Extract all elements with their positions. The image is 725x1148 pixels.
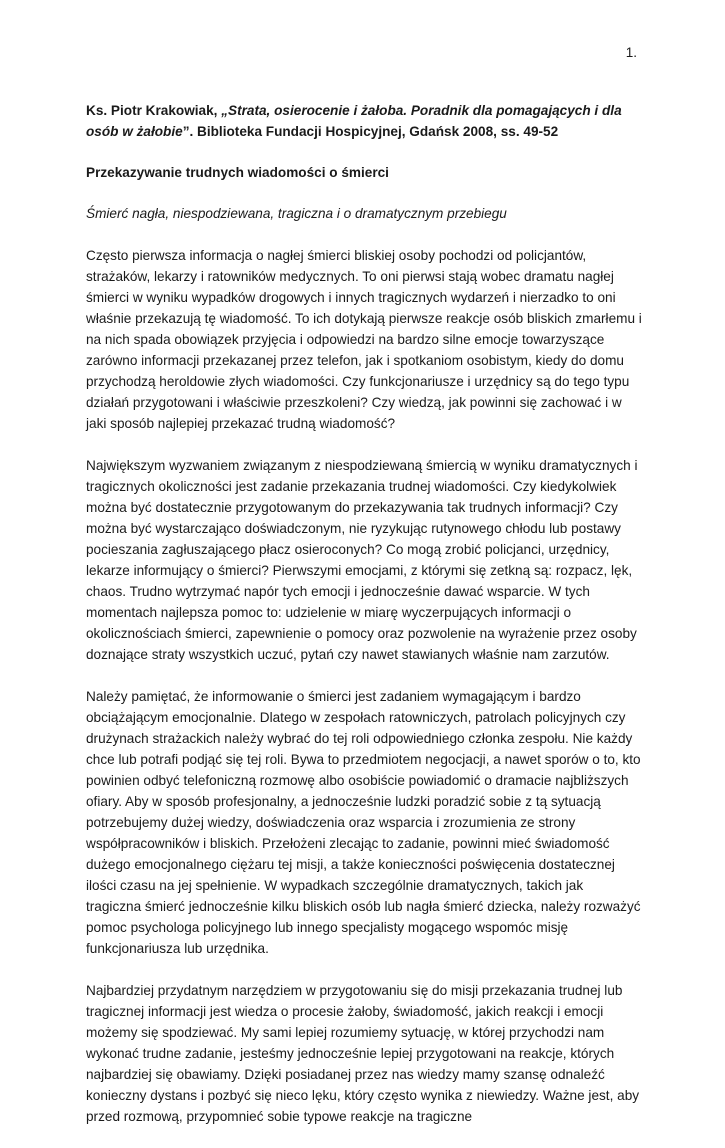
paragraph-3: Należy pamiętać, że informowanie o śmierci jest zadaniem wymagającym i bardzo obciążającym emocjonalnie. Dlatego w zespołach ratowniczych, patrolach policyjnych czy drużynach strażackich należy wybrać do tej roli odpowiedniego członka zespołu. Nie każdy chce lub potrafi podjąć się tej roli. Bywa to przedmiotem negocjacji, a nawet sporów o to, kto powinien odbyć telefoniczną rozmowę albo osobiście powiadomić o dramacie najbliższych ofiary. Aby w sposób profesjonalny, a jednocześnie ludzki poradzić sobie z tą sytuacją potrzebujemy dużej wiedzy, doświadczenia oraz wsparcia i zrozumienia ze strony współpracowników i bliskich. Przełożeni zlecając to zadanie, powinni mieć świadomość dużego emocjonalnego ciężaru tej misji, a także konieczności poświęcenia dostatecznej ilości czasu na jej spełnienie. W wypadkach szczególnie dramatycznych, takich jak tragiczna śmierć jednocześnie kilku bliskich osób lub nagła śmierć dziecka, należy rozważyć pomoc psychologa policyjnego lub innego specjalisty mogącego wspomóc misję funkcjonariusza lub urzędnika.	[86, 689, 641, 956]
paragraph-2: Największym wyzwaniem związanym z niespodziewaną śmiercią w wyniku dramatycznych i tragicznych okoliczności jest zadanie przekazania trudnej wiadomości. Czy kiedykolwiek można być dostatecznie przygotowanym do przekazywania tak trudnych informacji? Czy można być wystarczająco doświadczonym, nie ryzykując rutynowego chłodu lub postawy pocieszania zagłuszającego płacz osieroconych? Co mogą zrobić policjanci, urzędnicy, lekarze informujący o śmierci? Pierwszymi emocjami, z którymi się zetkną są: rozpacz, lęk, chaos. Trudno wytrzymać napór tych emocji i jednocześnie dawać wsparcie. W tych momentach najlepsza pomoc to: udzielenie w miarę wyczerpujących informacji o okolicznościach śmierci, zapewnienie o pomocy oraz pozwolenie na wyrażenie przez osoby doznające straty wszystkich uczuć, pytań czy nawet stawianych właśnie nam zarzutów.	[86, 458, 638, 662]
page-number: 1.	[625, 45, 637, 60]
reference-publication: ”. Biblioteka Fundacji Hospicyjnej, Gdańsk 2008, ss. 49-52	[182, 124, 559, 139]
section-heading: Przekazywanie trudnych wiadomości o śmierci	[86, 165, 389, 180]
reference-author: Ks. Piotr Krakowiak,	[86, 103, 222, 118]
document-body	[86, 100, 642, 1148]
bibliographic-reference	[86, 100, 642, 142]
section-subheading: Śmierć nagła, niespodziewana, tragiczna i o dramatycznym przebiegu	[86, 206, 507, 221]
paragraph-4: Najbardziej przydatnym narzędziem w przygotowaniu się do misji przekazania trudnej lub tragicznej informacji jest wiedza o procesie żałoby, świadomość, jakich reakcji i emocji możemy się spodziewać. My sami lepiej rozumiemy sytuację, w której przychodzi nam wykonać trudne zadanie, jesteśmy jednocześnie lepiej przygotowani na reakcje, których najbardziej się obawiamy. Dzięki posiadanej przez nas wiedzy mamy szansę odnaleźć konieczny dystans i pozbyć się nieco lęku, który często wynika z niewiedzy. Ważne jest, aby przed rozmową, przypomnieć sobie typowe reakcje na tragiczne	[86, 983, 640, 1124]
reference-title: „Strata, osierocenie i żałoba. Poradnik dla pomagających i dla osób w żałobie	[86, 103, 622, 139]
paragraph-1: Często pierwsza informacja o nagłej śmierci bliskiej osoby pochodzi od policjantów, strażaków, lekarzy i ratowników medycznych. To oni pierwsi stają wobec dramatu nagłej śmierci w wyniku wypadków drogowych i innych tragicznych wydarzeń i nierzadko to oni właśnie przekazują tę wiadomość. To ich dotykają pierwsze reakcje osób bliskich zmarłemu i na nich spada obowiązek przyjęcia i odpowiedzi na bardzo silne emocje towarzyszące zarówno informacji przekazanej przez telefon, jak i spotkaniom osobistym, kiedy do domu przychodzą heroldowie złych wiadomości. Czy funkcjonariusze i urzędnicy są do tego typu działań przygotowani i właściwie przeszkoleni? Czy wiedzą, jak powinni się zachować i w jaki sposób najlepiej przekazać trudną wiadomość?	[86, 248, 642, 431]
